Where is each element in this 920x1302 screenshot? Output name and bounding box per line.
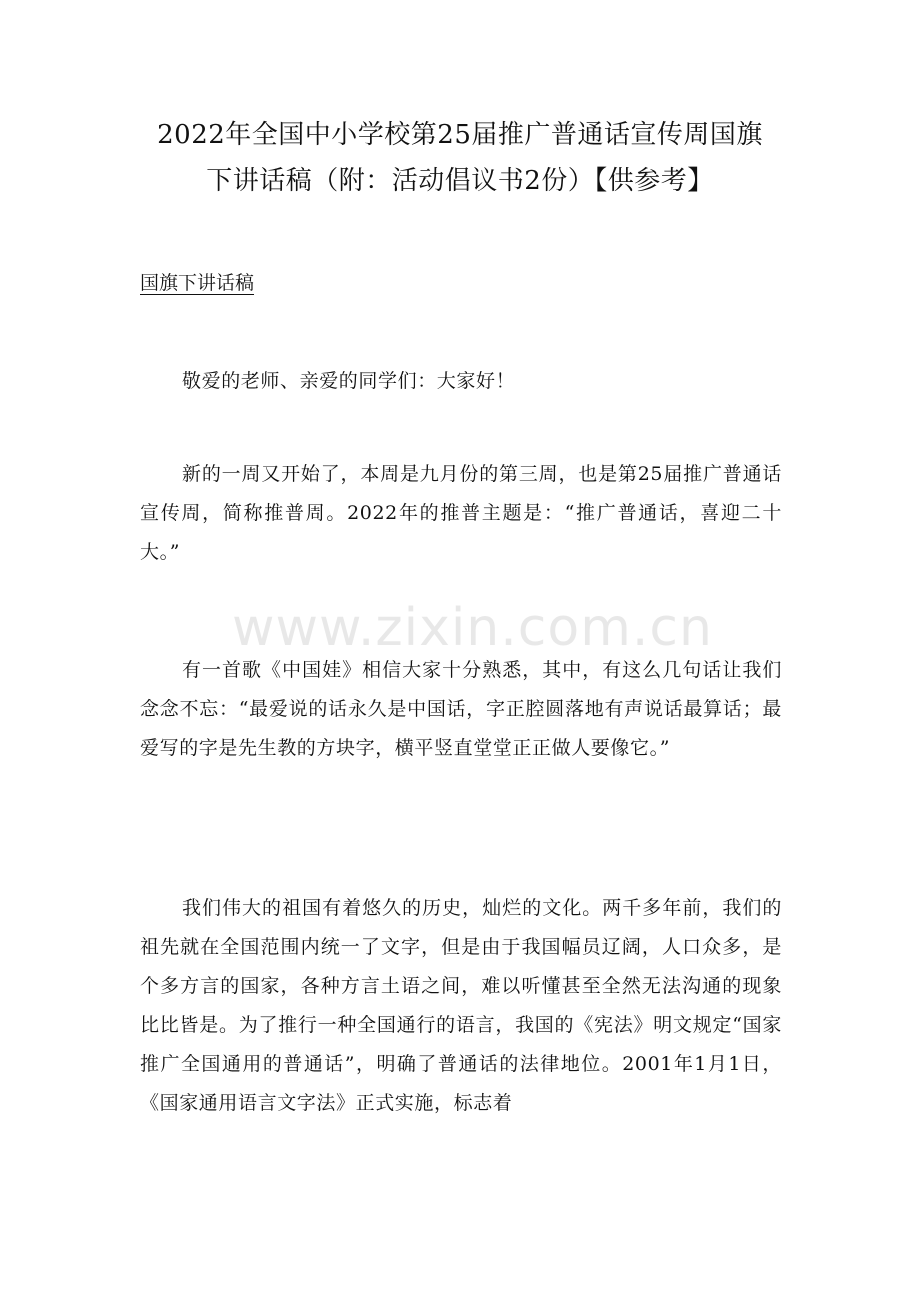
title-line-1: 2022年全国中小学校第25届推广普通话宣传周国旗 (157, 120, 763, 150)
paragraph-song: 有一首歌《中国娃》相信大家十分熟悉，其中，有这么几句话让我们念念不忘：“最爱说的话永久是中国话，字正腔圆落地有声说话最算话；最爱写的字是先生教的方块字，横平竖直堂堂正正做人要像它。” (140, 659, 782, 759)
paragraph-greeting: 敬爱的老师、亲爱的同学们：大家好！ (182, 370, 516, 392)
watermark-text: www.zixin.com.cn (232, 598, 713, 658)
section-heading: 国旗下讲话稿 (140, 272, 255, 294)
paragraph-intro: 新的一周又开始了，本周是九月份的第三周，也是第25届推广普通话宣传周，简称推普周。2022年的推普主题是：“推广普通话，喜迎二十大。” (140, 463, 782, 563)
title-line-2: 下讲话稿（附：活动倡议书2份）【供参考】 (206, 166, 714, 196)
paragraph-history: 我们伟大的祖国有着悠久的历史，灿烂的文化。两千多年前，我们的祖先就在全国范围内统一了文字，但是由于我国幅员辽阔，人口众多，是个多方言的国家，各种方言土语之间，难以听懂甚至全然无法沟通的现象比比皆是。为了推行一种全国通行的语言，我国的《宪法》明文规定“国家推广全国通用的普通话”，明确了普通话的法律地位。2001年1月1日，《国家通用语言文字法》正式实施，标志着 (140, 897, 782, 1114)
document-title (120, 112, 800, 204)
